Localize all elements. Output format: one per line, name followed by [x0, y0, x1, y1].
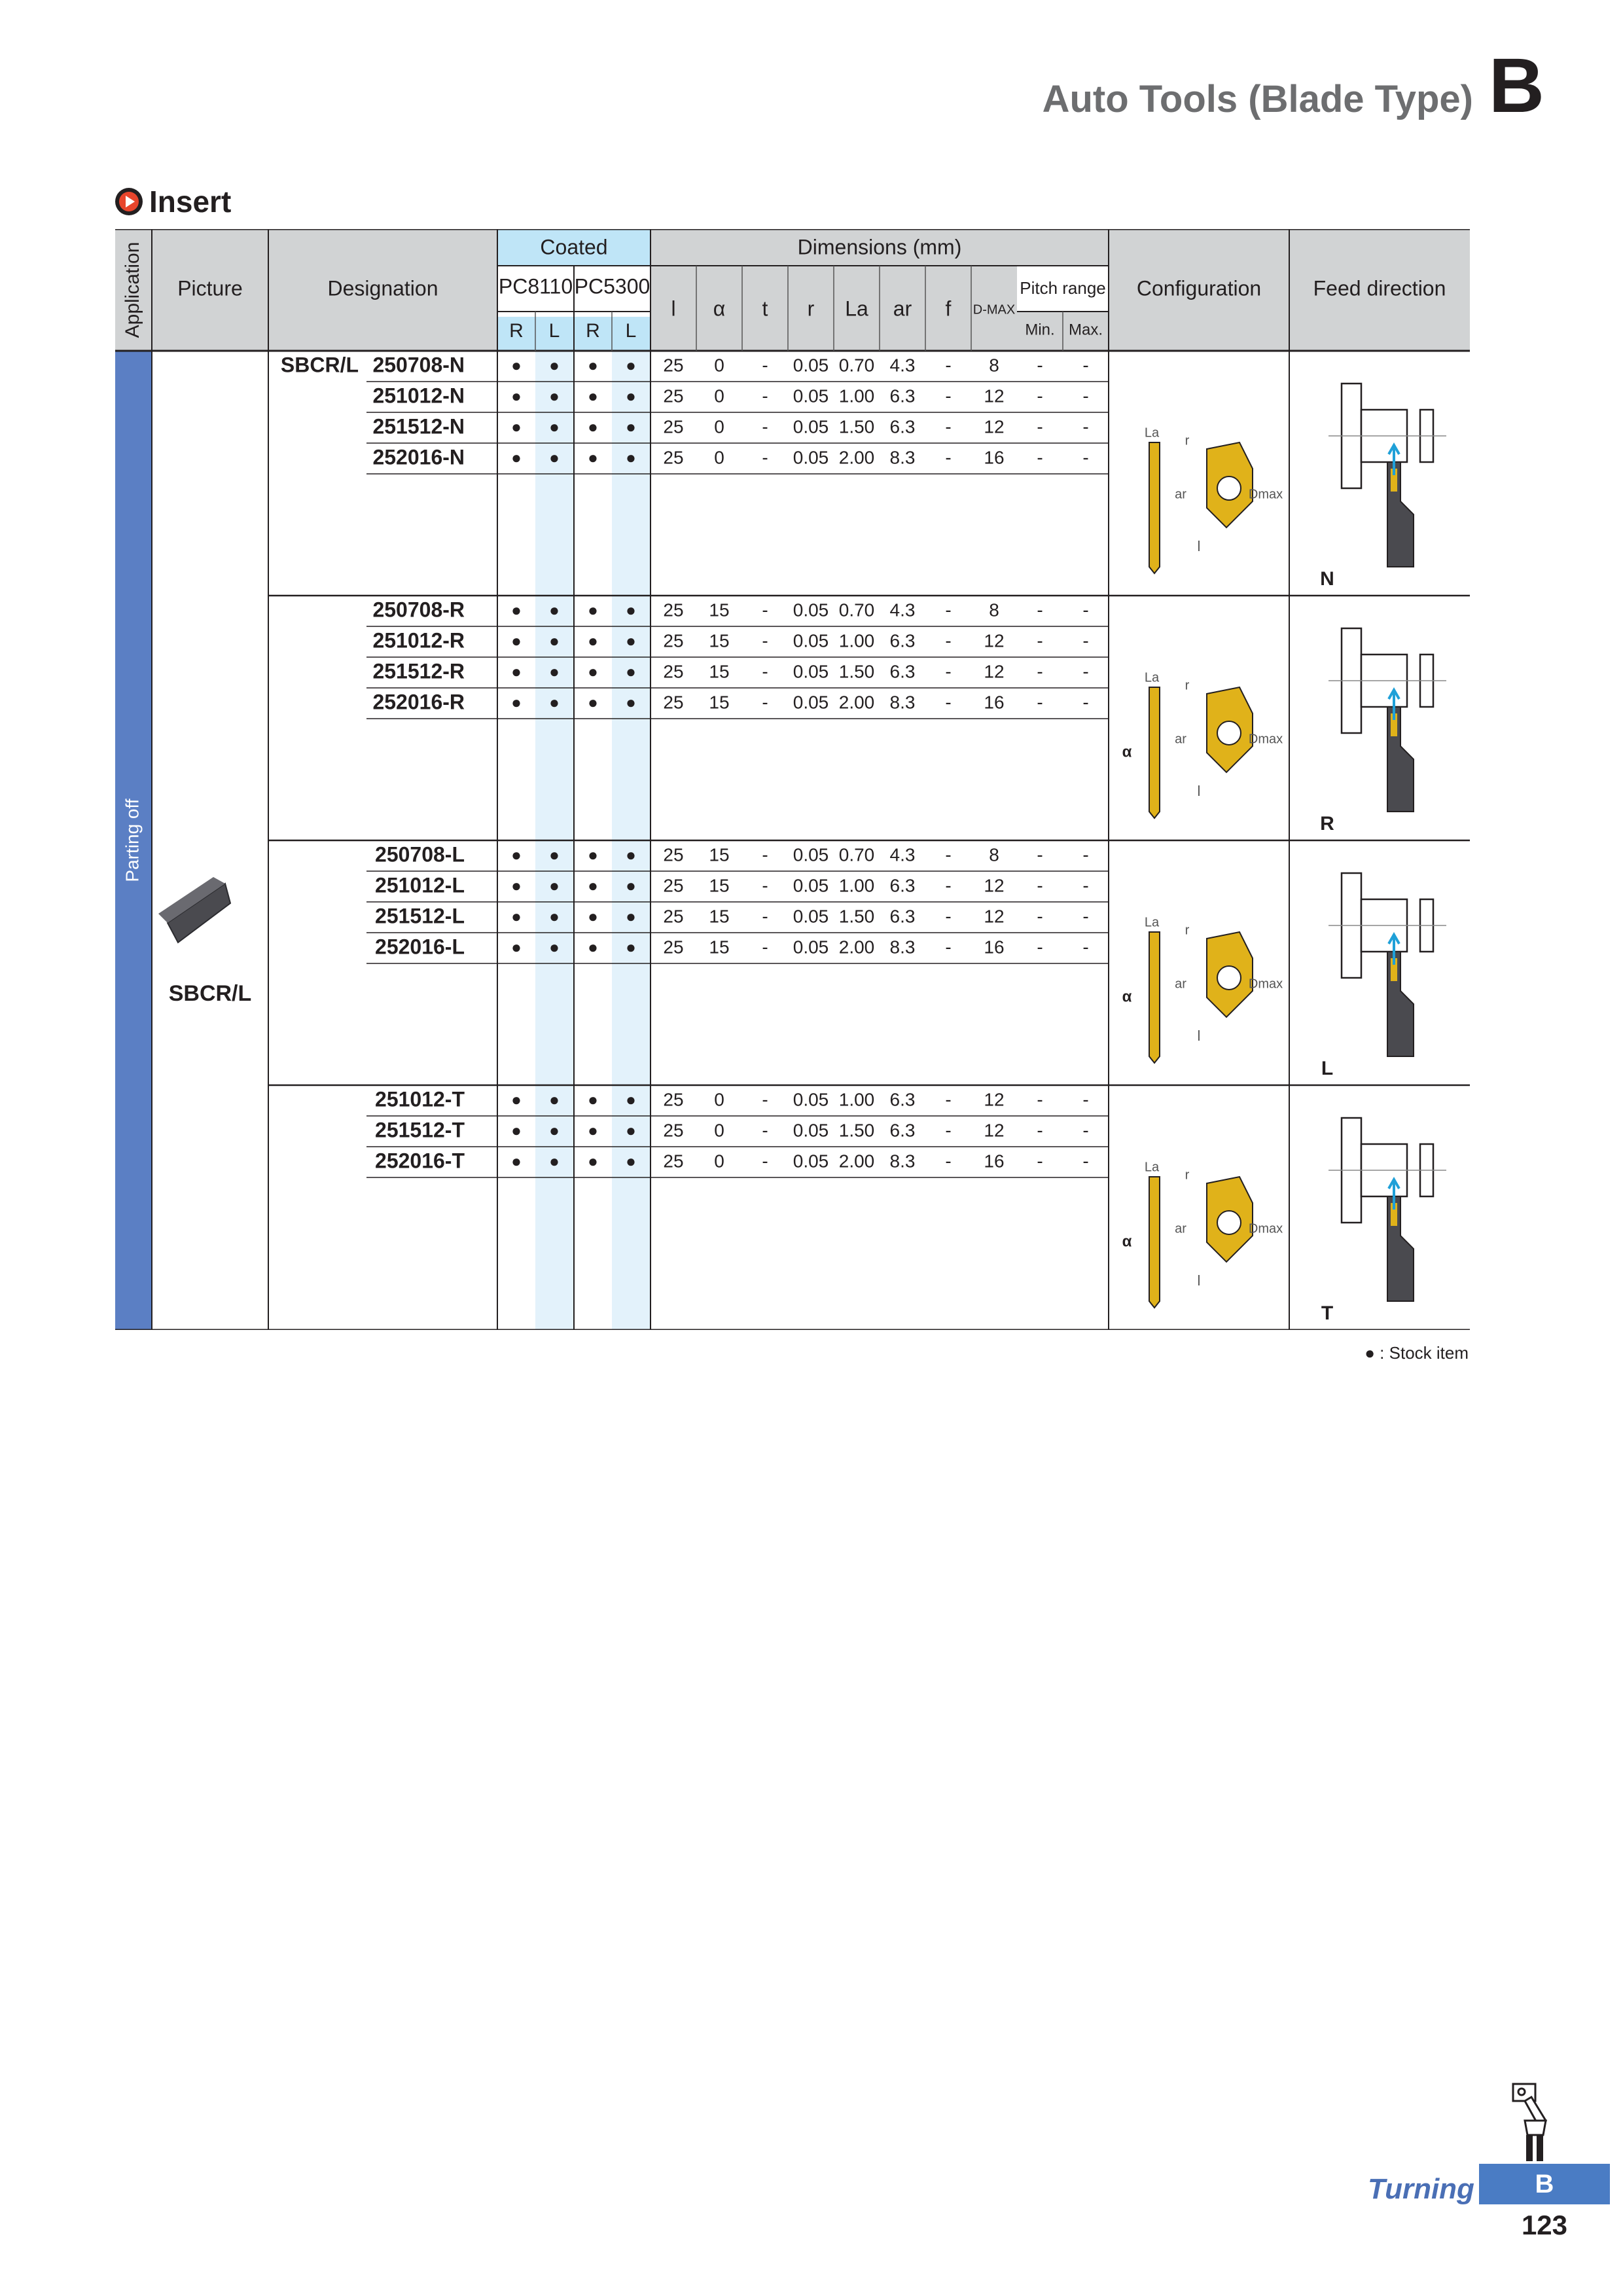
stock-mark: ● — [511, 416, 522, 437]
config-label-ar: ar — [1175, 1221, 1186, 1236]
dim-cell: - — [945, 875, 952, 896]
pitch-min-cell: - — [1037, 386, 1043, 406]
dim-cell: - — [762, 692, 768, 713]
feed-type-label: R — [1320, 812, 1334, 834]
dim-cell: 25 — [663, 661, 684, 682]
stock-mark: ● — [588, 355, 598, 375]
dim-cell: 8 — [989, 355, 999, 376]
header-pitch-max: Max. — [1068, 321, 1103, 339]
header-dim-dmax: D-MAX — [972, 302, 1016, 317]
dim-cell: 25 — [663, 386, 684, 406]
header-dim-5: ar — [893, 296, 912, 321]
dim-cell: 8.3 — [889, 937, 916, 958]
tool-mascot-icon — [1499, 2081, 1564, 2166]
dim-cell: - — [762, 875, 768, 896]
pitch-max-cell: - — [1082, 630, 1089, 651]
stock-mark: ● — [588, 906, 598, 926]
stock-mark: ● — [588, 1151, 598, 1171]
dim-cell: 0.05 — [793, 416, 829, 437]
dim-cell: - — [762, 937, 768, 958]
stock-mark: ● — [626, 416, 636, 437]
config-label-alpha: α — [1122, 1232, 1132, 1251]
header-configuration: Configuration — [1136, 276, 1262, 300]
dim-cell: 25 — [663, 630, 684, 651]
dim-cell: - — [945, 1089, 952, 1110]
stock-mark: ● — [511, 355, 522, 375]
stock-mark: ● — [588, 661, 598, 681]
section-heading — [115, 182, 231, 221]
dim-cell: - — [945, 630, 952, 651]
dim-cell: 0.05 — [793, 692, 829, 713]
dim-cell: - — [762, 355, 768, 376]
dim-cell: 6.3 — [889, 906, 916, 927]
pitch-max-cell: - — [1082, 1120, 1089, 1141]
header-pitch-min: Min. — [1025, 321, 1055, 339]
feed-type-label: L — [1321, 1057, 1334, 1079]
dim-cell: - — [762, 1120, 768, 1141]
dim-cell: 16 — [984, 1151, 1005, 1172]
pitch-min-cell: - — [1037, 355, 1043, 376]
dim-cell: 1.50 — [838, 416, 875, 437]
config-blade-side — [1149, 442, 1160, 573]
stock-mark: ● — [588, 844, 598, 865]
header-grade-pc8110: PC8110 — [498, 274, 573, 298]
pitch-max-cell: - — [1082, 661, 1089, 682]
stock-mark: ● — [588, 600, 598, 620]
dim-cell: 0.05 — [793, 630, 829, 651]
stock-mark: ● — [549, 447, 560, 467]
dim-cell: - — [945, 355, 952, 376]
stock-mark: ● — [549, 1089, 560, 1109]
header-dim-3: r — [807, 296, 815, 321]
stock-mark: ● — [626, 1151, 636, 1171]
pitch-min-cell: - — [1037, 600, 1043, 620]
stock-mark: ● — [511, 386, 522, 406]
designation-cell: 251512-T — [375, 1118, 465, 1142]
stock-mark: ● — [511, 875, 522, 895]
header-dim-6: f — [945, 296, 952, 321]
insert-table — [115, 229, 1470, 1330]
designation-cell: 252016-L — [375, 935, 465, 959]
dim-cell: 0.05 — [793, 1089, 829, 1110]
feed-type-label: T — [1321, 1302, 1334, 1324]
config-label-l: l — [1197, 537, 1201, 554]
stock-mark: ● — [626, 661, 636, 681]
stock-mark: ● — [549, 875, 560, 895]
designation-cell: 252016-T — [375, 1149, 465, 1173]
dim-cell: 15 — [709, 875, 730, 896]
dim-cell: 15 — [709, 661, 730, 682]
pitch-max-cell: - — [1082, 416, 1089, 437]
pitch-max-cell: - — [1082, 1089, 1089, 1110]
dim-cell: 15 — [709, 692, 730, 713]
dim-cell: 6.3 — [889, 661, 916, 682]
dim-cell: 2.00 — [838, 692, 875, 713]
dim-cell: 0.05 — [793, 1151, 829, 1172]
designation-cell: 250708-R — [372, 598, 465, 622]
dim-cell: - — [945, 844, 952, 865]
dim-cell: 0 — [714, 447, 724, 468]
pitch-min-cell: - — [1037, 844, 1043, 865]
dim-cell: 0 — [714, 355, 724, 376]
header-dim-0: l — [671, 296, 676, 321]
config-label-r: r — [1185, 678, 1190, 693]
dim-cell: - — [762, 386, 768, 406]
stock-mark: ● — [588, 1089, 598, 1109]
dim-cell: 0 — [714, 1151, 724, 1172]
designation-cell: 252016-R — [372, 690, 465, 714]
stock-mark: ● — [511, 630, 522, 651]
config-label-l: l — [1197, 1272, 1201, 1289]
config-blade-side — [1149, 932, 1160, 1063]
dim-cell: 12 — [984, 416, 1005, 437]
page-number: 123 — [1521, 2210, 1568, 2240]
dim-cell: - — [945, 447, 952, 468]
dim-cell: 12 — [984, 1089, 1005, 1110]
dim-cell: 6.3 — [889, 416, 916, 437]
dim-cell: 4.3 — [889, 600, 916, 620]
dim-cell: 16 — [984, 692, 1005, 713]
dim-cell: 12 — [984, 630, 1005, 651]
stock-mark: ● — [549, 600, 560, 620]
stock-mark: ● — [588, 937, 598, 957]
stock-mark: ● — [588, 630, 598, 651]
dim-cell: - — [762, 1151, 768, 1172]
stock-mark: ● — [626, 937, 636, 957]
dim-cell: 25 — [663, 1151, 684, 1172]
dim-cell: - — [945, 386, 952, 406]
config-label-dmax: Dmax — [1248, 977, 1283, 992]
designation-cell: 251012-N — [372, 384, 465, 408]
dim-cell: 0.05 — [793, 386, 829, 406]
dim-cell: 1.50 — [838, 1120, 875, 1141]
dim-cell: 2.00 — [838, 1151, 875, 1172]
stock-mark: ● — [588, 447, 598, 467]
dim-cell: 1.50 — [838, 906, 875, 927]
header-band — [115, 229, 1470, 351]
stock-mark: ● — [511, 692, 522, 712]
stock-mark: ● — [511, 1120, 522, 1140]
dim-cell: 1.50 — [838, 661, 875, 682]
stock-mark: ● — [626, 692, 636, 712]
dim-cell: 15 — [709, 937, 730, 958]
dim-cell: 12 — [984, 1120, 1005, 1141]
dim-cell: 0.05 — [793, 875, 829, 896]
picture-label: SBCR/L — [168, 980, 252, 1006]
dim-cell: 12 — [984, 906, 1005, 927]
stock-mark: ● — [588, 692, 598, 712]
dim-cell: 0.70 — [838, 355, 875, 376]
pitch-min-cell: - — [1037, 447, 1043, 468]
dim-cell: 4.3 — [889, 355, 916, 376]
stock-mark: ● — [626, 906, 636, 926]
stock-mark: ● — [626, 355, 636, 375]
dim-cell: 6.3 — [889, 386, 916, 406]
dim-cell: 25 — [663, 937, 684, 958]
config-label-r: r — [1185, 433, 1190, 448]
designation-cell: 250708-N — [372, 353, 465, 377]
dim-cell: 25 — [663, 844, 684, 865]
stock-mark: ● — [549, 906, 560, 926]
header-pitch-range: Pitch range — [1020, 278, 1106, 298]
dim-cell: 25 — [663, 875, 684, 896]
stock-mark: ● — [511, 600, 522, 620]
dim-cell: - — [762, 630, 768, 651]
header-grade-pc5300: PC5300 — [574, 274, 651, 298]
dim-cell: 25 — [663, 1089, 684, 1110]
dim-cell: 15 — [709, 630, 730, 651]
stock-mark: ● — [588, 386, 598, 406]
pitch-max-cell: - — [1082, 600, 1089, 620]
stock-mark: ● — [588, 416, 598, 437]
dim-cell: 15 — [709, 906, 730, 927]
dim-cell: - — [945, 1151, 952, 1172]
dim-cell: 0.05 — [793, 661, 829, 682]
pitch-max-cell: - — [1082, 937, 1089, 958]
chapter-tab: B — [1479, 2164, 1610, 2204]
dim-cell: 16 — [984, 937, 1005, 958]
header-dim-2: t — [762, 296, 768, 321]
dim-cell: 0.05 — [793, 844, 829, 865]
header-dim-4: La — [845, 296, 868, 321]
dim-cell: 25 — [663, 600, 684, 620]
stock-mark: ● — [549, 937, 560, 957]
dim-cell: 0.70 — [838, 844, 875, 865]
dim-cell: 0.05 — [793, 600, 829, 620]
stock-mark: ● — [626, 600, 636, 620]
config-label-alpha: α — [1122, 743, 1132, 761]
config-blade-side — [1149, 687, 1160, 818]
pitch-min-cell: - — [1037, 630, 1043, 651]
config-label-alpha: α — [1122, 988, 1132, 1006]
dim-cell: 0.05 — [793, 447, 829, 468]
config-insert-hole — [1217, 966, 1241, 990]
header-feed-direction: Feed direction — [1313, 276, 1446, 300]
stock-mark: ● — [626, 1120, 636, 1140]
dim-cell: 1.00 — [838, 1089, 875, 1110]
dim-cell: 0 — [714, 386, 724, 406]
dim-cell: 1.00 — [838, 630, 875, 651]
pitch-max-cell: - — [1082, 875, 1089, 896]
designation-cell: 251012-L — [375, 873, 465, 897]
stock-mark: ● — [626, 386, 636, 406]
dim-cell: - — [762, 661, 768, 682]
header-designation: Designation — [327, 276, 438, 300]
config-label-ar: ar — [1175, 977, 1186, 992]
feed-type-label: N — [1320, 567, 1334, 590]
dim-cell: - — [945, 1120, 952, 1141]
dim-cell: 6.3 — [889, 1089, 916, 1110]
designation-cell: 251512-N — [372, 414, 465, 439]
dim-cell: 8.3 — [889, 1151, 916, 1172]
dim-cell: - — [945, 600, 952, 620]
dim-cell: 8 — [989, 600, 999, 620]
stock-mark: ● — [549, 386, 560, 406]
designation-prefix: SBCR/L — [280, 353, 359, 377]
dim-cell: - — [945, 661, 952, 682]
header-application: Application — [121, 242, 143, 338]
dim-cell: 0.05 — [793, 937, 829, 958]
dim-cell: 16 — [984, 447, 1005, 468]
dim-cell: 0 — [714, 1089, 724, 1110]
dim-cell: 0.05 — [793, 1120, 829, 1141]
pitch-min-cell: - — [1037, 1120, 1043, 1141]
pitch-min-cell: - — [1037, 661, 1043, 682]
config-label-ar: ar — [1175, 487, 1186, 502]
dim-cell: 8.3 — [889, 447, 916, 468]
dim-cell: 8 — [989, 844, 999, 865]
stock-mark: ● — [626, 630, 636, 651]
pitch-max-cell: - — [1082, 447, 1089, 468]
stock-mark: ● — [549, 416, 560, 437]
stock-mark: ● — [511, 844, 522, 865]
config-label-la: La — [1144, 1160, 1160, 1175]
config-label-dmax: Dmax — [1248, 732, 1283, 747]
dim-cell: 25 — [663, 416, 684, 437]
dim-cell: 0.70 — [838, 600, 875, 620]
header-dimensions: Dimensions (mm) — [797, 235, 962, 259]
stock-mark: ● — [549, 355, 560, 375]
dim-cell: 6.3 — [889, 875, 916, 896]
dim-cell: 8.3 — [889, 692, 916, 713]
stock-mark: ● — [511, 1151, 522, 1171]
dim-cell: 6.3 — [889, 630, 916, 651]
header-coated: Coated — [540, 235, 608, 259]
config-insert-hole — [1217, 1211, 1241, 1234]
config-label-l: l — [1197, 782, 1201, 799]
stock-mark: ● — [549, 692, 560, 712]
pitch-min-cell: - — [1037, 1151, 1043, 1172]
dim-cell: 1.00 — [838, 875, 875, 896]
stock-mark: ● — [511, 447, 522, 467]
stock-mark: ● — [588, 1120, 598, 1140]
dim-cell: 15 — [709, 844, 730, 865]
designation-cell: 251012-R — [372, 628, 465, 653]
chapter-name: Turning — [1368, 2173, 1474, 2205]
header-grade-side: L — [548, 319, 560, 342]
header-grade-side: R — [586, 319, 600, 342]
config-label-r: r — [1185, 923, 1190, 938]
header-picture: Picture — [177, 276, 243, 300]
dim-cell: 15 — [709, 600, 730, 620]
section-title: Insert — [149, 185, 232, 219]
stock-mark: ● — [511, 906, 522, 926]
stock-mark: ● — [549, 1151, 560, 1171]
config-label-dmax: Dmax — [1248, 487, 1283, 502]
stock-mark: ● — [511, 937, 522, 957]
pitch-max-cell: - — [1082, 355, 1089, 376]
designation-cell: 251512-L — [375, 904, 465, 928]
pitch-min-cell: - — [1037, 875, 1043, 896]
stock-mark: ● — [511, 661, 522, 681]
dim-cell: 12 — [984, 386, 1005, 406]
stock-mark: ● — [549, 661, 560, 681]
dim-cell: - — [762, 416, 768, 437]
pitch-min-cell: - — [1037, 937, 1043, 958]
dim-cell: - — [762, 906, 768, 927]
dim-cell: 1.00 — [838, 386, 875, 406]
designation-cell: 250708-L — [375, 842, 465, 867]
stock-mark: ● — [511, 1089, 522, 1109]
dim-cell: 0.05 — [793, 355, 829, 376]
dim-cell: 0 — [714, 416, 724, 437]
stock-mark: ● — [549, 1120, 560, 1140]
dim-cell: 0 — [714, 1120, 724, 1141]
header-grade-side: R — [509, 319, 524, 342]
dim-cell: - — [945, 937, 952, 958]
dim-cell: - — [945, 906, 952, 927]
dim-cell: - — [762, 447, 768, 468]
designation-cell: 251512-R — [372, 659, 465, 683]
dim-cell: 25 — [663, 447, 684, 468]
dim-cell: 25 — [663, 906, 684, 927]
config-label-la: La — [1144, 670, 1160, 685]
dim-cell: 4.3 — [889, 844, 916, 865]
designation-cell: 251012-T — [375, 1087, 465, 1111]
dim-cell: - — [945, 416, 952, 437]
application-label: Parting off — [122, 798, 143, 882]
dim-cell: 25 — [663, 1120, 684, 1141]
chapter-letter: B — [1488, 43, 1544, 129]
pitch-min-cell: - — [1037, 692, 1043, 713]
dim-cell: 2.00 — [838, 447, 875, 468]
stock-mark: ● — [626, 844, 636, 865]
dim-cell: 6.3 — [889, 1120, 916, 1141]
page-title: Auto Tools (Blade Type) — [1042, 78, 1473, 120]
config-blade-side — [1149, 1177, 1160, 1308]
header-grade-side: L — [625, 319, 637, 342]
dim-cell: 25 — [663, 692, 684, 713]
config-label-ar: ar — [1175, 732, 1186, 747]
pitch-min-cell: - — [1037, 906, 1043, 927]
stock-mark: ● — [626, 447, 636, 467]
stock-mark: ● — [626, 1089, 636, 1109]
config-insert-hole — [1217, 721, 1241, 745]
pitch-max-cell: - — [1082, 906, 1089, 927]
stock-mark: ● — [549, 844, 560, 865]
stock-mark: ● — [626, 875, 636, 895]
pitch-min-cell: - — [1037, 1089, 1043, 1110]
pitch-min-cell: - — [1037, 416, 1043, 437]
designation-cell: 252016-N — [372, 445, 465, 469]
dim-cell: 12 — [984, 661, 1005, 682]
config-label-r: r — [1185, 1168, 1190, 1183]
config-label-dmax: Dmax — [1248, 1221, 1283, 1236]
dim-cell: 12 — [984, 875, 1005, 896]
header-dim-1: α — [713, 296, 726, 321]
stock-mark: ● — [588, 875, 598, 895]
section-bullet-icon — [115, 188, 143, 215]
stock-item-footnote: ● : Stock item — [1364, 1343, 1469, 1363]
config-label-l: l — [1197, 1027, 1201, 1044]
config-label-la: La — [1144, 425, 1160, 440]
config-insert-hole — [1217, 476, 1241, 500]
dim-cell: - — [762, 600, 768, 620]
pitch-max-cell: - — [1082, 1151, 1089, 1172]
pitch-max-cell: - — [1082, 844, 1089, 865]
dim-cell: - — [945, 692, 952, 713]
config-label-la: La — [1144, 915, 1160, 930]
dim-cell: 0.05 — [793, 906, 829, 927]
pitch-max-cell: - — [1082, 692, 1089, 713]
dim-cell: 25 — [663, 355, 684, 376]
stock-mark: ● — [549, 630, 560, 651]
dim-cell: - — [762, 844, 768, 865]
dim-cell: - — [762, 1089, 768, 1110]
dim-cell: 2.00 — [838, 937, 875, 958]
pitch-max-cell: - — [1082, 386, 1089, 406]
